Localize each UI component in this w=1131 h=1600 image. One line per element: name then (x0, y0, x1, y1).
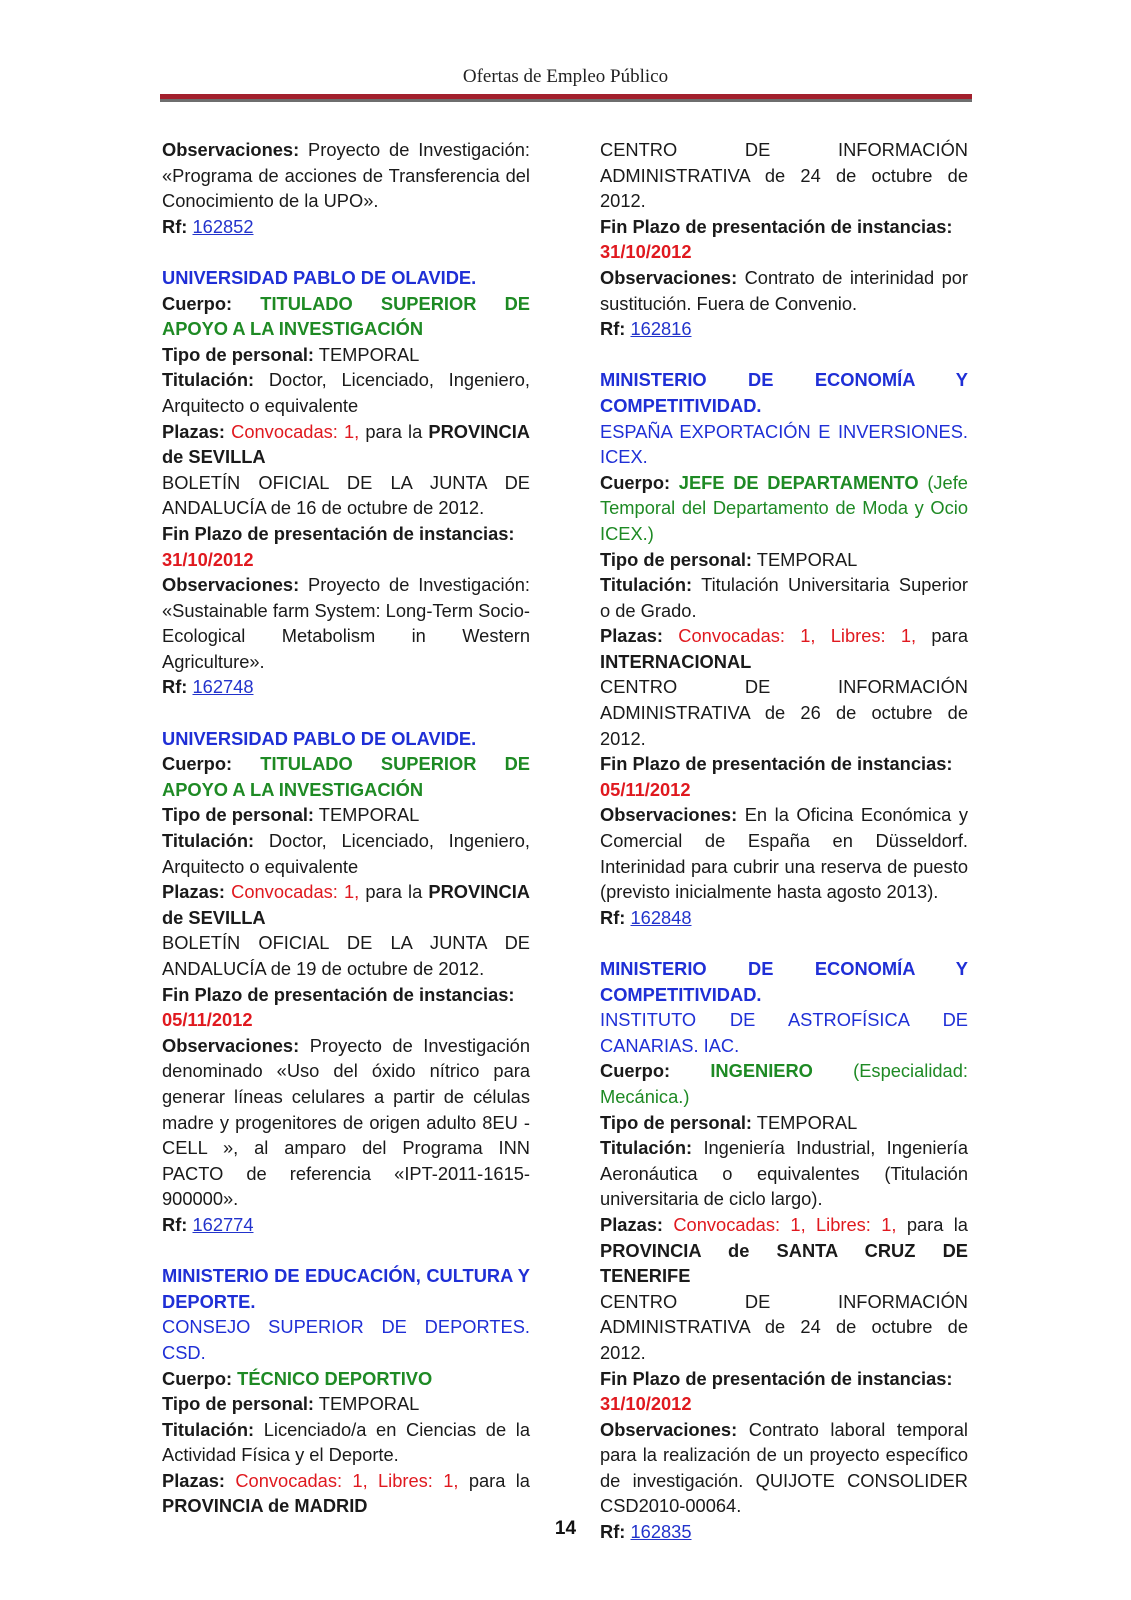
fin-plazo-date: 05/11/2012 (600, 778, 691, 800)
boletin-line: CENTRO DE INFORMACIÓN ADMINISTRATIVA de 26 de octubre de 2012. (600, 676, 968, 749)
fin-plazo-date: 31/10/2012 (162, 548, 254, 570)
destination: INTERNACIONAL (600, 650, 752, 672)
titulacion-label: Titulación: (162, 830, 255, 852)
plazas-line (600, 1212, 968, 1289)
tipo-label: Tipo de personal: (162, 804, 315, 826)
reference-line (162, 674, 530, 700)
reference-line (162, 1212, 530, 1238)
titulacion-label: Titulación: (162, 369, 255, 391)
page-number: 14 (554, 1518, 577, 1539)
job-listing (162, 265, 530, 700)
tipo-line (600, 547, 968, 573)
titulacion-line (600, 1135, 968, 1212)
observaciones-text: Proyecto de Investigación: «Sustainable farm System: Long-Term Socio-Ecological Metabolism in Western Agriculture». (162, 574, 530, 672)
cuerpo-line (600, 1058, 968, 1109)
cuerpo-value: JEFE DE DEPARTAMENTO (678, 471, 919, 493)
tipo-line (162, 342, 530, 368)
tipo-value: TEMPORAL (756, 548, 858, 570)
tipo-line (162, 802, 530, 828)
cuerpo-line (162, 1366, 530, 1392)
plazas-label: Plazas: (162, 881, 226, 903)
observaciones-text: Contrato de interinidad por sustitución. Fuera de Convenio. (600, 266, 968, 314)
rf-label: Rf: (162, 215, 188, 237)
observaciones-line (600, 265, 968, 316)
observaciones-line (162, 572, 530, 674)
header-rule-gray (160, 99, 972, 102)
sub-organization-name: CONSEJO SUPERIOR DE DEPORTES. CSD. (162, 1316, 530, 1363)
job-listing (600, 367, 968, 930)
tipo-value: TEMPORAL (318, 343, 420, 365)
tipo-value: TEMPORAL (318, 804, 420, 826)
tipo-label: Tipo de personal: (600, 548, 753, 570)
plazas-label: Plazas: (162, 420, 226, 442)
tipo-line (162, 1391, 530, 1417)
plazas-line (162, 879, 530, 930)
rf-label: Rf: (600, 1521, 626, 1543)
reference-link[interactable]: 162852 (192, 215, 254, 237)
para-text: para (931, 625, 968, 647)
plazas-value: Convocadas: 1, Libres: 1, (678, 625, 917, 647)
rf-label: Rf: (600, 906, 626, 928)
tipo-line (600, 1110, 968, 1136)
right-column (600, 137, 968, 1545)
destination: PROVINCIA de SEVILLA (162, 881, 530, 928)
fin-plazo-label: Fin Plazo de presentación de instancias: (600, 753, 953, 775)
plazas-line (162, 419, 530, 470)
fin-plazo-date: 31/10/2012 (600, 1393, 692, 1415)
destination: PROVINCIA de SANTA CRUZ DE TENERIFE (600, 1239, 968, 1287)
sub-organization-name: INSTITUTO DE ASTROFÍSICA DE CANARIAS. IAC. (600, 1009, 968, 1056)
titulacion-value: Doctor, Licenciado, Ingeniero, Arquitecto o equivalente (162, 369, 530, 416)
observaciones-label: Observaciones: (600, 266, 738, 288)
organization-name: UNIVERSIDAD PABLO DE OLAVIDE. (162, 266, 477, 288)
tipo-label: Tipo de personal: (162, 343, 315, 365)
plazas-value: Convocadas: 1, Libres: 1, (673, 1213, 897, 1235)
titulacion-line (162, 1417, 530, 1468)
observaciones-text: Proyecto de Investigación denominado «Uso del óxido nítrico para generar líneas celulares a partir de células madre y progenitores de origen adulto 8EU -CELL », al amparo del Programa INN PACTO de referencia «IPT-2011-1615-900000». (162, 1034, 530, 1210)
titulacion-label: Titulación: (600, 1137, 693, 1159)
plazas-label: Plazas: (600, 625, 664, 647)
titulacion-line (600, 572, 968, 623)
rf-label: Rf: (162, 1213, 188, 1235)
observaciones-label: Observaciones: (600, 1418, 738, 1440)
fin-plazo-date: 31/10/2012 (600, 241, 692, 263)
observaciones-text: Contrato laboral temporal para la realización de un proyecto específico de investigación. QUIJOTE CONSOLIDER CSD2010-00064. (600, 1418, 968, 1517)
tipo-label: Tipo de personal: (162, 1393, 315, 1415)
observaciones-line (600, 802, 968, 904)
plazas-line (600, 623, 968, 674)
organization-name: MINISTERIO DE ECONOMÍA Y COMPETITIVIDAD. (600, 369, 968, 416)
para-text: para la (365, 420, 423, 442)
titulacion-value: Titulación Universitaria Superior o de Grado. (600, 574, 968, 621)
titulacion-label: Titulación: (600, 574, 693, 596)
plazas-label: Plazas: (600, 1213, 664, 1235)
plazas-line (162, 1468, 530, 1519)
organization-name: MINISTERIO DE EDUCACIÓN, CULTURA Y DEPORTE. (162, 1265, 530, 1312)
tipo-value: TEMPORAL (756, 1111, 858, 1133)
rf-label: Rf: (162, 676, 188, 698)
running-header-title: Ofertas de Empleo Público (462, 66, 669, 87)
plazas-value: Convocadas: 1, (231, 881, 360, 903)
titulacion-label: Titulación: (162, 1418, 255, 1440)
para-text: para la (365, 881, 423, 903)
titulacion-line (162, 367, 530, 418)
left-column (162, 137, 530, 1519)
fin-plazo-label: Fin Plazo de presentación de instancias: (600, 1367, 953, 1389)
plazas-value: Convocadas: 1, (231, 420, 360, 442)
para-text: para la (906, 1213, 968, 1235)
reference-link[interactable]: 162748 (192, 676, 254, 698)
cuerpo-label: Cuerpo: (600, 471, 671, 493)
organization-name: MINISTERIO DE ECONOMÍA Y COMPETITIVIDAD. (600, 958, 968, 1005)
organization-name: UNIVERSIDAD PABLO DE OLAVIDE. (162, 727, 477, 749)
fin-plazo-date: 05/11/2012 (162, 1009, 253, 1031)
boletin-line: BOLETÍN OFICIAL DE LA JUNTA DE ANDALUCÍA de 19 de octubre de 2012. (162, 932, 530, 979)
job-listing (162, 726, 530, 1238)
reference-line (162, 214, 530, 240)
titulacion-value: Ingeniería Industrial, Ingeniería Aeronáutica o equivalentes (Titulación universitaria de ciclo largo). (600, 1137, 968, 1210)
reference-line (600, 905, 968, 931)
rf-label: Rf: (600, 318, 626, 340)
cuerpo-value: TITULADO SUPERIOR DE APOYO A LA INVESTIGACIÓN (162, 753, 530, 800)
observaciones-text: En la Oficina Económica y Comercial de España en Düsseldorf. Interinidad para cubrir una reserva de puesto (previsto inicialmente hasta agosto 2013). (600, 804, 968, 903)
boletin-line: BOLETÍN OFICIAL DE LA JUNTA DE ANDALUCÍA de 16 de octubre de 2012. (162, 471, 530, 519)
cuerpo-line (162, 751, 530, 802)
reference-link[interactable]: 162816 (630, 318, 692, 340)
cuerpo-detail: (Jefe Temporal del Departamento de Moda y Ocio ICEX.) (600, 471, 968, 544)
observaciones-line (162, 1033, 530, 1212)
job-listing (162, 1263, 530, 1519)
reference-link[interactable]: 162848 (630, 906, 692, 928)
titulacion-line (162, 828, 530, 879)
fin-plazo-label: Fin Plazo de presentación de instancias: (600, 215, 953, 237)
cuerpo-label: Cuerpo: (162, 292, 233, 314)
titulacion-value: Doctor, Licenciado, Ingeniero, Arquitecto o equivalente (162, 830, 530, 877)
cuerpo-line (600, 470, 968, 547)
cuerpo-value: INGENIERO (710, 1060, 813, 1082)
cuerpo-detail: (Especialidad: Mecánica.) (600, 1060, 968, 1107)
job-listing (162, 137, 530, 239)
job-listing (600, 956, 968, 1545)
observaciones-label: Observaciones: (162, 1034, 300, 1056)
boletin-line: CENTRO DE INFORMACIÓN ADMINISTRATIVA de 24 de octubre de 2012. (600, 1290, 968, 1363)
observaciones-text: Proyecto de Investigación: «Programa de acciones de Transferencia del Conocimiento de la UPO». (162, 139, 530, 212)
destination: PROVINCIA de MADRID (162, 1495, 368, 1517)
observaciones-line (600, 1417, 968, 1519)
boletin-line: CENTRO DE INFORMACIÓN ADMINISTRATIVA de 24 de octubre de 2012. (600, 139, 968, 212)
cuerpo-line (162, 291, 530, 342)
reference-link[interactable]: 162774 (192, 1213, 254, 1235)
observaciones-label: Observaciones: (600, 804, 738, 826)
reference-line (600, 316, 968, 342)
job-listing (600, 137, 968, 342)
reference-link[interactable]: 162835 (630, 1521, 692, 1543)
sub-organization-name: ESPAÑA EXPORTACIÓN E INVERSIONES. ICEX. (600, 420, 968, 468)
cuerpo-value: TITULADO SUPERIOR DE APOYO A LA INVESTIGACIÓN (162, 292, 530, 340)
plazas-label: Plazas: (162, 1469, 226, 1491)
cuerpo-label: Cuerpo: (162, 1367, 233, 1389)
tipo-label: Tipo de personal: (600, 1111, 753, 1133)
observaciones-line (162, 137, 530, 214)
para-text: para la (468, 1469, 530, 1491)
fin-plazo-label: Fin Plazo de presentación de instancias: (162, 522, 515, 544)
destination: PROVINCIA de SEVILLA (162, 420, 530, 468)
observaciones-label: Observaciones: (162, 139, 300, 160)
cuerpo-label: Cuerpo: (600, 1060, 671, 1082)
tipo-value: TEMPORAL (318, 1393, 420, 1415)
cuerpo-value: TÉCNICO DEPORTIVO (237, 1367, 433, 1389)
plazas-value: Convocadas: 1, Libres: 1, (235, 1469, 459, 1491)
cuerpo-label: Cuerpo: (162, 753, 233, 775)
fin-plazo-label: Fin Plazo de presentación de instancias: (162, 983, 515, 1005)
observaciones-label: Observaciones: (162, 574, 300, 596)
titulacion-value: Licenciado/a en Ciencias de la Actividad Física y el Deporte. (162, 1418, 530, 1466)
